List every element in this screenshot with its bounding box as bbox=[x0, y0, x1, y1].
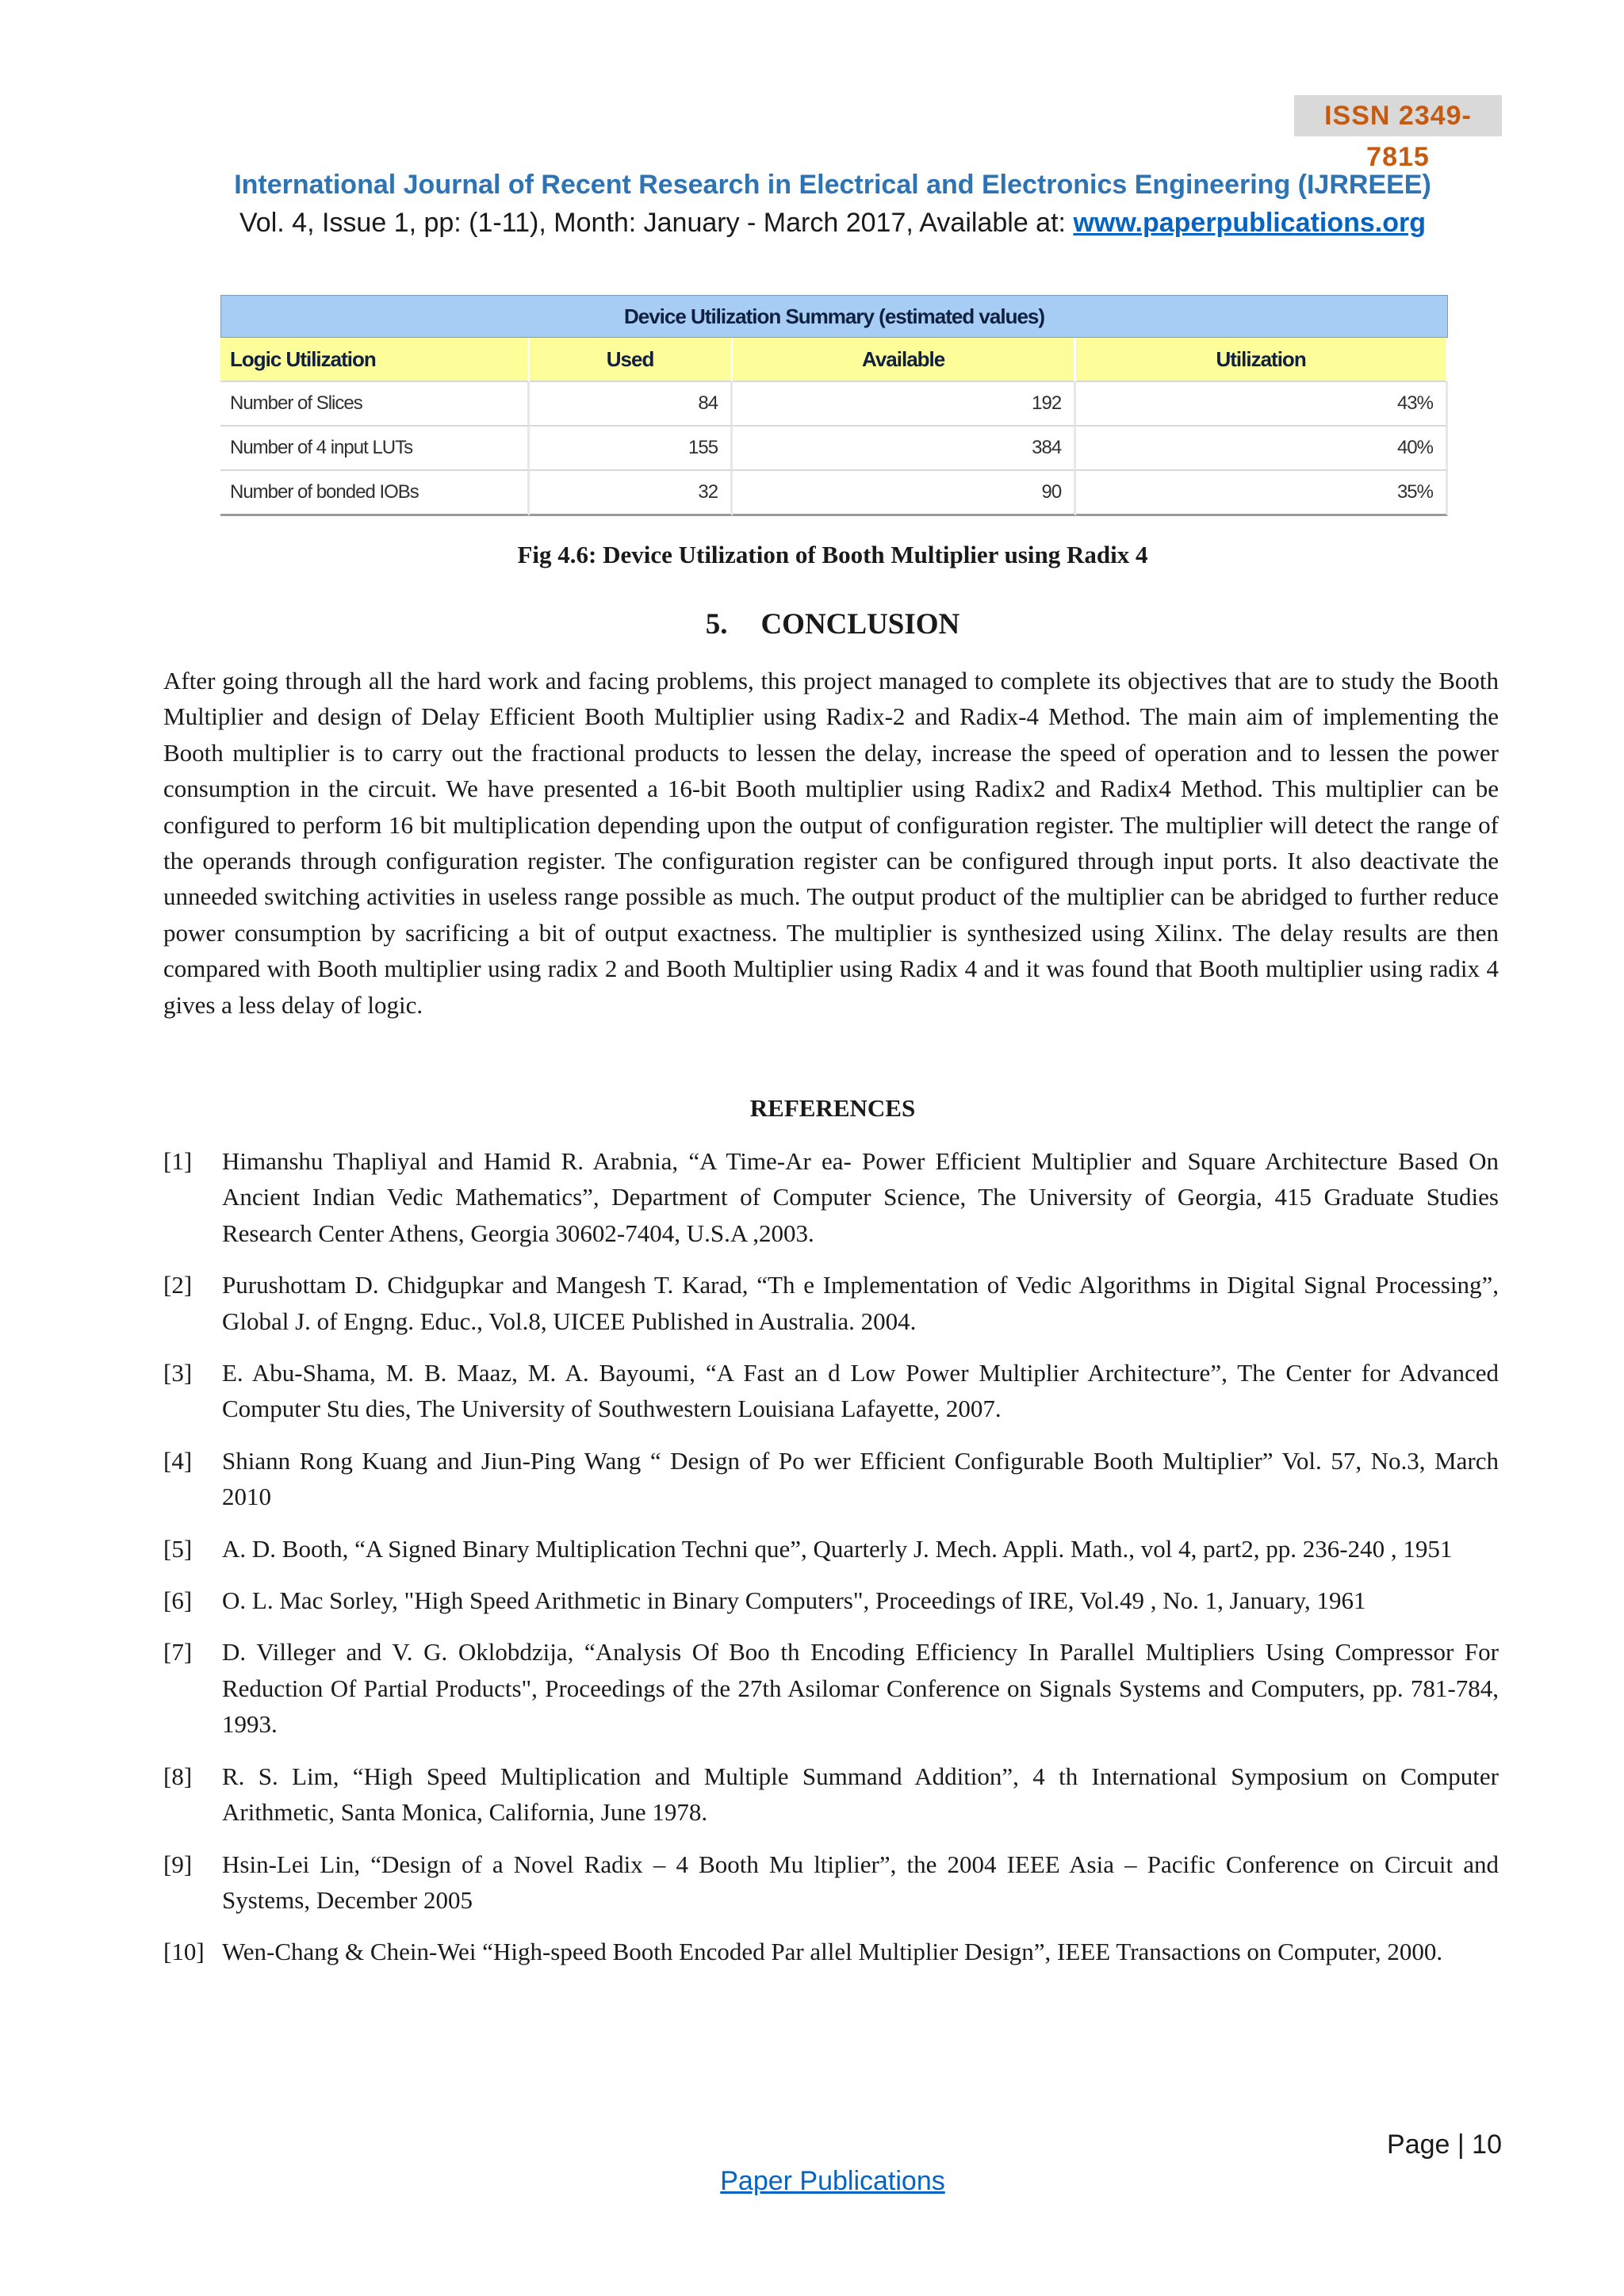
available-value: 90 bbox=[733, 471, 1076, 516]
utilization-value: 35% bbox=[1076, 471, 1448, 516]
reference-text: D. Villeger and V. G. Oklobdzija, “Analysis Of Boo th Encoding Efficiency In Parallel Multipliers Using Compressor For Reduction Of Partial Products", Proceedings of the 27th Asilomar Conference on Signals Systems and Computers, pp. 781-784, 1993. bbox=[222, 1638, 1499, 1739]
available-value: 192 bbox=[733, 382, 1076, 427]
table-row bbox=[220, 382, 1448, 427]
reference-item bbox=[163, 1846, 1499, 1919]
publisher-link[interactable]: Paper Publications bbox=[720, 2166, 945, 2196]
reference-item bbox=[163, 1355, 1499, 1427]
used-value: 32 bbox=[530, 471, 733, 516]
reference-item bbox=[163, 1934, 1499, 1969]
column-header: Utilization bbox=[1076, 338, 1448, 382]
section-title: CONCLUSION bbox=[760, 608, 960, 641]
reference-number: [6] bbox=[163, 1586, 193, 1615]
reference-number: [8] bbox=[163, 1762, 193, 1790]
reference-item bbox=[163, 1443, 1499, 1515]
column-header: Logic Utilization bbox=[220, 338, 530, 382]
reference-number: [4] bbox=[163, 1446, 193, 1475]
utilization-grid bbox=[220, 338, 1448, 516]
figure-caption: Fig 4.6: Device Utilization of Booth Multiplier using Radix 4 bbox=[517, 541, 1148, 568]
reference-text: Shiann Rong Kuang and Jiun-Ping Wang “ Design of Po wer Efficient Configurable Booth Multiplier” Vol. 57, No.3, March 2010 bbox=[222, 1446, 1499, 1511]
reference-number: [1] bbox=[163, 1147, 193, 1175]
reference-text: Hsin-Lei Lin, “Design of a Novel Radix – 4 Booth Mu ltiplier”, the 2004 IEEE Asia – Pacific Conference on Circuit and Systems, December 2005 bbox=[222, 1850, 1499, 1914]
reference-text: R. S. Lim, “High Speed Multiplication and Multiple Summand Addition”, 4 th International Symposium on Computer Arithmetic, Santa Monica, California, June 1978. bbox=[222, 1762, 1499, 1827]
row-label: Number of Slices bbox=[220, 382, 530, 427]
table-title: Device Utilization Summary (estimated values) bbox=[220, 295, 1448, 338]
reference-item bbox=[163, 1531, 1499, 1567]
device-utilization-table bbox=[220, 295, 1448, 514]
reference-text: A. D. Booth, “A Signed Binary Multiplication Techni que”, Quarterly J. Mech. Appli. Math., vol 4, part2, pp. 236-240 , 1951 bbox=[222, 1534, 1453, 1563]
journal-website-link[interactable]: www.paperpublications.org bbox=[1073, 208, 1426, 238]
reference-item bbox=[163, 1267, 1499, 1339]
utilization-value: 43% bbox=[1076, 382, 1448, 427]
reference-number: [10] bbox=[163, 1938, 205, 1966]
table-row bbox=[220, 471, 1448, 516]
journal-volume-line bbox=[0, 208, 1624, 239]
used-value: 155 bbox=[530, 427, 733, 471]
reference-item bbox=[163, 1758, 1499, 1831]
row-label: Number of bonded IOBs bbox=[220, 471, 530, 516]
reference-text: O. L. Mac Sorley, "High Speed Arithmetic in Binary Computers", Proceedings of IRE, Vol.49 , No. 1, January, 1961 bbox=[222, 1586, 1366, 1615]
reference-number: [7] bbox=[163, 1638, 193, 1667]
table-row bbox=[220, 427, 1448, 471]
reference-item bbox=[163, 1634, 1499, 1742]
conclusion-heading bbox=[0, 607, 1624, 641]
volume-info: Vol. 4, Issue 1, pp: (1-11), Month: January - March 2017, Available at: bbox=[239, 208, 1074, 238]
issn-badge: ISSN 2349-7815 bbox=[1294, 95, 1502, 136]
column-header: Used bbox=[530, 338, 733, 382]
conclusion-paragraph: After going through all the hard work and facing problems, this project managed to complete its objectives that are to study the Booth Multiplier and design of Delay Efficient Booth Multiplier using Radix-2 and Radix-4 Method. The main aim of implementing the Booth multiplier is to carry out the fractional products to lessen the delay, increase the speed of operation and to lessen the power consumption in the circuit. We have presented a 16-bit Booth multiplier using Radix2 and Radix4 Method. This multiplier can be configured to perform 16 bit multiplication depending upon the output of configuration register. The multiplier will detect the range of the operands through configuration register. The configuration register can be configured through input ports. It also deactivate the unneeded switching activities in useless range possible as much. The output product of the multiplier can be abridged to further reduce power consumption by sacrificing a bit of output exactness. The multiplier is synthesized using Xilinx. The delay results are then compared with Booth multiplier using radix 2 and Booth Multiplier using Radix 4 and it was found that Booth multiplier using radix 4 gives a less delay of logic. bbox=[163, 667, 1499, 1019]
page-number: Page | 10 bbox=[1387, 2130, 1502, 2160]
reference-item bbox=[163, 1582, 1499, 1618]
reference-list bbox=[163, 1143, 1499, 1986]
column-header: Available bbox=[733, 338, 1076, 382]
reference-text: Himanshu Thapliyal and Hamid R. Arabnia, “A Time-Ar ea- Power Efficient Multiplier and Square Architecture Based On Ancient Indian Vedic Mathematics”, Department of Computer Science, The University of Georgia, 415 Graduate Studies Research Center Athens, Georgia 30602-7404, U.S.A ,2003. bbox=[222, 1147, 1499, 1247]
reference-number: [9] bbox=[163, 1850, 193, 1878]
row-label: Number of 4 input LUTs bbox=[220, 427, 530, 471]
utilization-value: 40% bbox=[1076, 427, 1448, 471]
footer-publisher bbox=[0, 2166, 1624, 2197]
reference-number: [2] bbox=[163, 1271, 193, 1299]
reference-text: E. Abu-Shama, M. B. Maaz, M. A. Bayoumi, “A Fast an d Low Power Multiplier Architecture”, The Center for Advanced Computer Stu dies, The University of Southwestern Louisiana Lafayette, 2007. bbox=[222, 1359, 1499, 1423]
journal-title: International Journal of Recent Research in Electrical and Electronics Engineering (IJRREEE) bbox=[234, 170, 1431, 200]
section-number: 5. bbox=[705, 608, 728, 641]
reference-text: Purushottam D. Chidgupkar and Mangesh T. Karad, “Th e Implementation of Vedic Algorithms in Digital Signal Processing”, Global J. of Engng. Educ., Vol.8, UICEE Published in Australia. 2004. bbox=[222, 1271, 1499, 1335]
reference-text: Wen-Chang & Chein-Wei “High-speed Booth Encoded Par allel Multiplier Design”, IEEE Transactions on Computer, 2000. bbox=[222, 1938, 1443, 1966]
reference-number: [3] bbox=[163, 1359, 193, 1387]
available-value: 384 bbox=[733, 427, 1076, 471]
reference-item bbox=[163, 1143, 1499, 1251]
reference-number: [5] bbox=[163, 1534, 193, 1563]
references-heading: REFERENCES bbox=[749, 1094, 916, 1122]
used-value: 84 bbox=[530, 382, 733, 427]
